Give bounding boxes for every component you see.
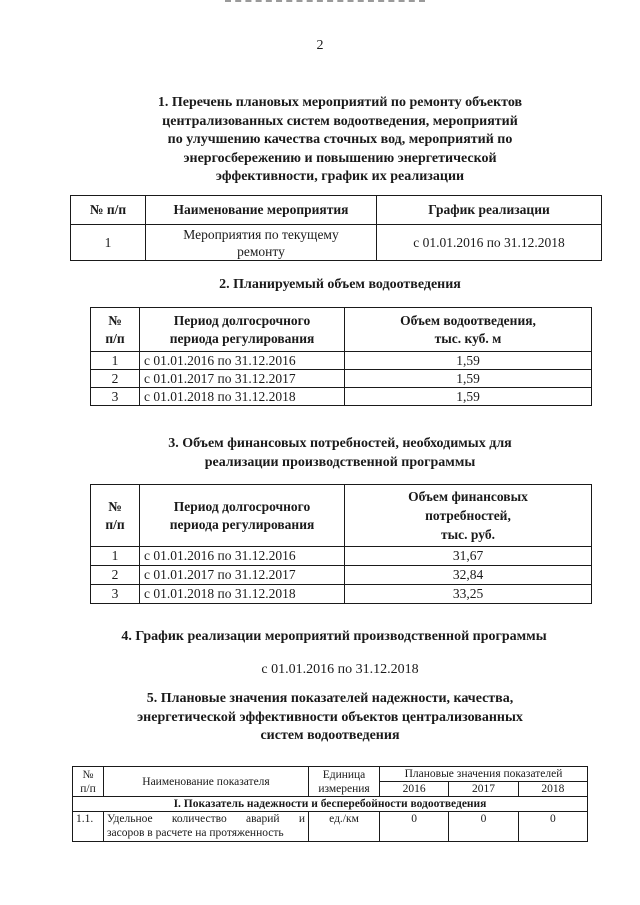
row-period: с 01.01.2018 по 31.12.2018	[140, 585, 345, 604]
table-row	[91, 547, 592, 566]
row-period: с 01.01.2017 по 31.12.2017	[140, 370, 345, 388]
row-volume: 1,59	[345, 370, 592, 388]
row-value-2017: 0	[449, 812, 518, 842]
col-name-header: Наименование мероприятия	[146, 196, 377, 225]
col-planned-header: Плановые значения показателей	[380, 767, 588, 782]
row-period: с 01.01.2017 по 31.12.2017	[140, 566, 345, 585]
row-amount: 33,25	[345, 585, 592, 604]
row-num: 1.1.	[73, 812, 104, 842]
col-num-header: № п/п	[91, 308, 140, 352]
group-title: I. Показатель надежности и бесперебойности водоотведения	[73, 797, 588, 812]
col-period-header: Период долгосрочного периода регулирования	[140, 485, 345, 547]
row-num: 2	[91, 370, 140, 388]
row-schedule: с 01.01.2016 по 31.12.2018	[377, 225, 602, 261]
col-year-2017: 2017	[449, 782, 518, 797]
col-period-header: Период долгосрочного периода регулирования	[140, 308, 345, 352]
row-amount: 31,67	[345, 547, 592, 566]
row-num: 1	[71, 225, 146, 261]
row-amount: 32,84	[345, 566, 592, 585]
col-unit-header: Единица измерения	[309, 767, 380, 797]
table-row	[91, 352, 592, 370]
section5-table	[72, 766, 588, 842]
col-financial-header: Объем финансовых потребностей, тыс. руб.	[345, 485, 592, 547]
row-name: Мероприятия по текущему ремонту	[146, 225, 377, 261]
section2-title: 2. Планируемый объем водоотведения	[219, 277, 461, 292]
col-year-2016: 2016	[380, 782, 449, 797]
col-num-header: № п/п	[71, 196, 146, 225]
section4-title: 4. График реализации мероприятий производственной программы	[121, 629, 547, 644]
col-num-header: № п/п	[91, 485, 140, 547]
col-year-2018: 2018	[518, 782, 587, 797]
section4-period: с 01.01.2016 по 31.12.2018	[261, 662, 419, 677]
section3-title: 3. Объем финансовых потребностей, необходимых для реализации производственной программы	[168, 436, 512, 470]
table-row	[71, 225, 602, 261]
row-volume: 1,59	[345, 388, 592, 406]
table-row	[73, 812, 588, 842]
table-header-row	[91, 485, 592, 547]
col-schedule-header: График реализации	[377, 196, 602, 225]
table-group-row	[73, 797, 588, 812]
scan-top-marks	[225, 0, 425, 6]
row-num: 2	[91, 566, 140, 585]
col-name-header: Наименование показателя	[104, 767, 309, 797]
row-num: 1	[91, 547, 140, 566]
table-header-row	[71, 196, 602, 225]
row-num: 3	[91, 388, 140, 406]
section3-table	[90, 484, 592, 604]
row-volume: 1,59	[345, 352, 592, 370]
table-row	[91, 585, 592, 604]
table-row	[91, 388, 592, 406]
page-number: 2	[316, 38, 324, 53]
row-num: 3	[91, 585, 140, 604]
row-value-2016: 0	[380, 812, 449, 842]
col-num-header: № п/п	[73, 767, 104, 797]
table-header-row	[73, 767, 588, 782]
col-volume-header: Объем водоотведения, тыс. куб. м	[345, 308, 592, 352]
row-period: с 01.01.2016 по 31.12.2016	[140, 352, 345, 370]
section1-table	[70, 195, 602, 261]
row-num: 1	[91, 352, 140, 370]
table-row	[91, 370, 592, 388]
row-period: с 01.01.2016 по 31.12.2016	[140, 547, 345, 566]
section1-title: 1. Перечень плановых мероприятий по ремонту объектов централизованных систем водоотведения, мероприятий по улучшению качества сточных вод, мероприятий по энергосбережению и повышению энергетической эффективности, график их реализации	[157, 95, 523, 184]
table-header-row	[91, 308, 592, 352]
row-period: с 01.01.2018 по 31.12.2018	[140, 388, 345, 406]
table-row	[91, 566, 592, 585]
section2-table	[90, 307, 592, 406]
row-value-2018: 0	[518, 812, 587, 842]
section5-title: 5. Плановые значения показателей надежности, качества, энергетической эффективности объектов централизованных систем водоотведения	[137, 691, 523, 743]
row-name: Удельное количество аварий и засоров в расчете на протяженность	[104, 812, 309, 842]
row-unit: ед./км	[309, 812, 380, 842]
